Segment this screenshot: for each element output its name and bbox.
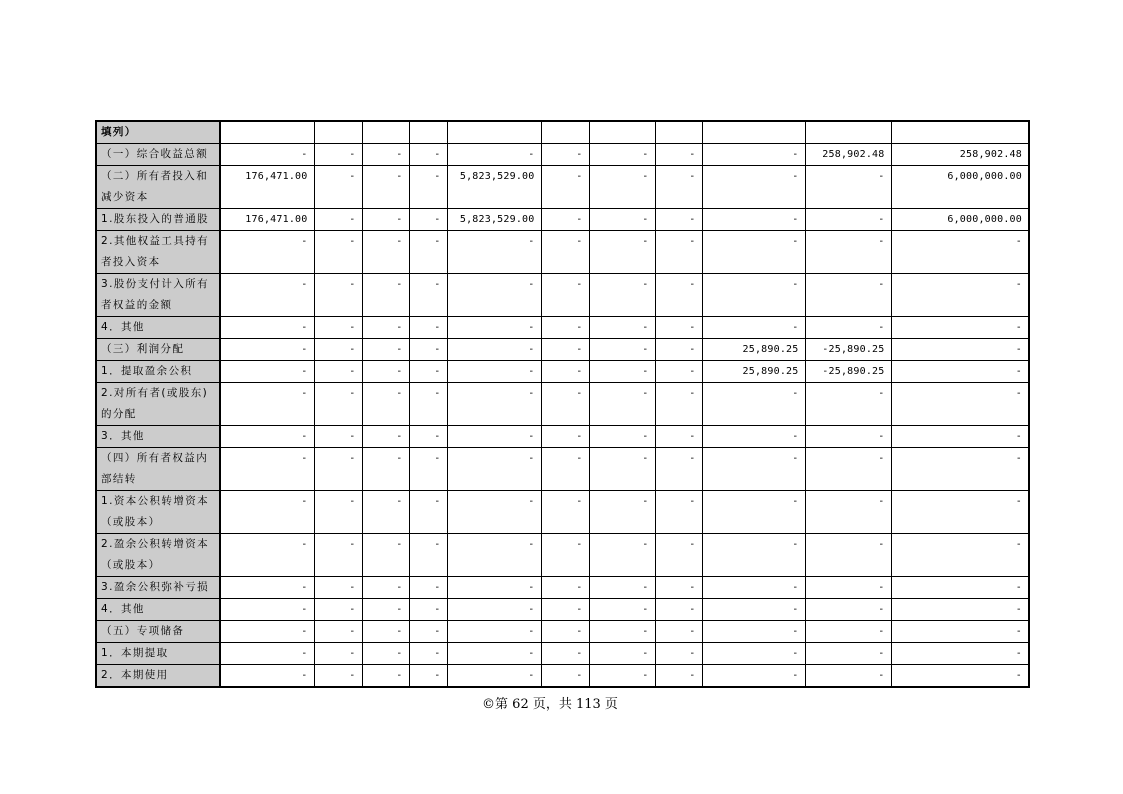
table-cell: - bbox=[220, 643, 314, 665]
table-cell: - bbox=[447, 383, 541, 426]
table-cell: - bbox=[655, 339, 702, 361]
row-label: 1．本期提取 bbox=[96, 643, 220, 665]
row-label: 1.股东投入的普通股 bbox=[96, 209, 220, 231]
row-label: 3．其他 bbox=[96, 426, 220, 448]
table-cell: - bbox=[655, 665, 702, 688]
table-body bbox=[96, 121, 1029, 687]
table-cell: - bbox=[805, 577, 891, 599]
table-cell: - bbox=[314, 426, 362, 448]
table-cell: - bbox=[314, 361, 362, 383]
table-row bbox=[96, 209, 1029, 231]
table-row bbox=[96, 231, 1029, 274]
row-label: （三）利润分配 bbox=[96, 339, 220, 361]
table-cell: - bbox=[447, 448, 541, 491]
table-cell: - bbox=[362, 448, 409, 491]
table-cell: - bbox=[891, 534, 1029, 577]
table-cell: - bbox=[541, 534, 589, 577]
table-cell: - bbox=[314, 491, 362, 534]
table-cell bbox=[805, 121, 891, 144]
table-cell: - bbox=[655, 317, 702, 339]
table-cell: 25,890.25 bbox=[702, 361, 805, 383]
table-cell: - bbox=[805, 383, 891, 426]
table-cell: - bbox=[589, 534, 655, 577]
row-label: 3.盈余公积弥补亏损 bbox=[96, 577, 220, 599]
table-cell: - bbox=[447, 274, 541, 317]
table-cell: - bbox=[891, 577, 1029, 599]
table-row bbox=[96, 317, 1029, 339]
table-cell: - bbox=[409, 144, 447, 166]
table-cell: - bbox=[541, 361, 589, 383]
table-cell: - bbox=[362, 361, 409, 383]
table-cell: - bbox=[409, 166, 447, 209]
table-cell: - bbox=[220, 426, 314, 448]
table-cell: - bbox=[314, 166, 362, 209]
table-cell: - bbox=[655, 361, 702, 383]
table-cell: - bbox=[655, 448, 702, 491]
table-cell: - bbox=[805, 643, 891, 665]
row-label: 4．其他 bbox=[96, 599, 220, 621]
table-cell: - bbox=[655, 383, 702, 426]
table-cell: - bbox=[541, 448, 589, 491]
table-row bbox=[96, 534, 1029, 577]
table-cell: - bbox=[541, 643, 589, 665]
table-cell: - bbox=[891, 361, 1029, 383]
table-cell: - bbox=[409, 317, 447, 339]
table-cell: - bbox=[447, 361, 541, 383]
table-cell: - bbox=[220, 274, 314, 317]
table-cell: - bbox=[541, 577, 589, 599]
table-cell: - bbox=[541, 209, 589, 231]
table-cell: - bbox=[409, 231, 447, 274]
table-cell: - bbox=[702, 491, 805, 534]
table-cell: - bbox=[655, 534, 702, 577]
table-cell: - bbox=[655, 144, 702, 166]
table-cell: - bbox=[891, 491, 1029, 534]
table-cell: - bbox=[589, 339, 655, 361]
table-cell: - bbox=[541, 166, 589, 209]
table-cell: - bbox=[409, 339, 447, 361]
table-cell: 25,890.25 bbox=[702, 339, 805, 361]
row-label: 1.资本公积转增资本（或股本） bbox=[96, 491, 220, 534]
table-cell: - bbox=[589, 231, 655, 274]
row-label: 3.股份支付计入所有者权益的金额 bbox=[96, 274, 220, 317]
table-cell: - bbox=[891, 426, 1029, 448]
table-cell: - bbox=[891, 317, 1029, 339]
table-cell: 6,000,000.00 bbox=[891, 209, 1029, 231]
row-label: 1．提取盈余公积 bbox=[96, 361, 220, 383]
table-cell: - bbox=[805, 534, 891, 577]
table-cell: - bbox=[891, 665, 1029, 688]
table-cell: - bbox=[220, 621, 314, 643]
table-cell: - bbox=[891, 643, 1029, 665]
table-cell: - bbox=[362, 599, 409, 621]
table-cell: - bbox=[589, 599, 655, 621]
table-cell: - bbox=[362, 491, 409, 534]
table-cell: - bbox=[891, 274, 1029, 317]
table-cell bbox=[702, 121, 805, 144]
table-cell: - bbox=[409, 209, 447, 231]
table-cell: - bbox=[314, 274, 362, 317]
table-cell: - bbox=[447, 317, 541, 339]
table-cell: - bbox=[655, 231, 702, 274]
table-cell: - bbox=[589, 166, 655, 209]
table-cell: - bbox=[409, 361, 447, 383]
table-cell: - bbox=[447, 491, 541, 534]
table-row bbox=[96, 643, 1029, 665]
table-cell: - bbox=[314, 534, 362, 577]
table-cell: - bbox=[702, 534, 805, 577]
table-cell: - bbox=[362, 426, 409, 448]
table-cell: - bbox=[589, 383, 655, 426]
table-cell: - bbox=[447, 426, 541, 448]
table-cell: - bbox=[447, 621, 541, 643]
table-row bbox=[96, 166, 1029, 209]
row-label: 2.盈余公积转增资本（或股本） bbox=[96, 534, 220, 577]
table-cell: - bbox=[589, 144, 655, 166]
table-cell: - bbox=[447, 665, 541, 688]
row-label: 2.对所有者(或股东)的分配 bbox=[96, 383, 220, 426]
table-cell: - bbox=[589, 361, 655, 383]
table-cell: - bbox=[805, 448, 891, 491]
table-cell: - bbox=[589, 426, 655, 448]
row-label: 2.其他权益工具持有者投入资本 bbox=[96, 231, 220, 274]
table-cell: - bbox=[447, 339, 541, 361]
table-cell: - bbox=[805, 166, 891, 209]
table-cell: - bbox=[362, 209, 409, 231]
table-cell: - bbox=[541, 339, 589, 361]
table-cell: 258,902.48 bbox=[891, 144, 1029, 166]
table-cell: - bbox=[314, 317, 362, 339]
table-row bbox=[96, 361, 1029, 383]
table-cell: - bbox=[702, 166, 805, 209]
table-cell: - bbox=[314, 665, 362, 688]
table-cell: - bbox=[362, 339, 409, 361]
row-label: （二）所有者投入和减少资本 bbox=[96, 166, 220, 209]
table-cell: - bbox=[805, 665, 891, 688]
table-cell: - bbox=[314, 643, 362, 665]
table-cell: - bbox=[409, 274, 447, 317]
table-cell: - bbox=[314, 577, 362, 599]
page-footer: ©第 62 页，共 113 页 bbox=[482, 697, 618, 712]
table-cell: - bbox=[589, 448, 655, 491]
table-row bbox=[96, 383, 1029, 426]
table-cell: - bbox=[891, 383, 1029, 426]
table-cell: - bbox=[702, 621, 805, 643]
table-cell: 176,471.00 bbox=[220, 209, 314, 231]
table-cell: - bbox=[220, 339, 314, 361]
table-cell bbox=[589, 121, 655, 144]
table-cell: - bbox=[447, 599, 541, 621]
table-cell: - bbox=[541, 274, 589, 317]
table-cell: - bbox=[541, 491, 589, 534]
row-label: 2．本期使用 bbox=[96, 665, 220, 688]
table-cell: - bbox=[589, 665, 655, 688]
table-cell: - bbox=[589, 274, 655, 317]
table-cell: - bbox=[702, 426, 805, 448]
table-cell bbox=[447, 121, 541, 144]
table-row bbox=[96, 426, 1029, 448]
row-label: 4．其他 bbox=[96, 317, 220, 339]
table-cell: - bbox=[409, 665, 447, 688]
table-row bbox=[96, 274, 1029, 317]
table-cell: - bbox=[702, 317, 805, 339]
table-cell: - bbox=[655, 274, 702, 317]
table-cell: - bbox=[805, 621, 891, 643]
table-cell: - bbox=[314, 231, 362, 274]
table-cell: - bbox=[314, 144, 362, 166]
table-cell: - bbox=[447, 231, 541, 274]
table-cell: - bbox=[655, 577, 702, 599]
table-cell: - bbox=[314, 339, 362, 361]
table-cell: - bbox=[655, 599, 702, 621]
table-cell: - bbox=[891, 448, 1029, 491]
row-label: （四）所有者权益内部结转 bbox=[96, 448, 220, 491]
table-cell: - bbox=[314, 383, 362, 426]
table-cell bbox=[409, 121, 447, 144]
table-cell: - bbox=[589, 643, 655, 665]
table-cell: - bbox=[891, 599, 1029, 621]
table-cell: - bbox=[655, 426, 702, 448]
table-row bbox=[96, 144, 1029, 166]
table-cell: - bbox=[362, 317, 409, 339]
table-cell: - bbox=[447, 534, 541, 577]
table-cell: - bbox=[805, 426, 891, 448]
table-row bbox=[96, 491, 1029, 534]
table-cell: - bbox=[805, 274, 891, 317]
table-cell: - bbox=[362, 665, 409, 688]
table-cell: - bbox=[409, 448, 447, 491]
table-cell: - bbox=[220, 599, 314, 621]
table-row bbox=[96, 599, 1029, 621]
table-cell: - bbox=[362, 534, 409, 577]
table-cell: - bbox=[805, 317, 891, 339]
table-cell: - bbox=[541, 231, 589, 274]
table-cell: 6,000,000.00 bbox=[891, 166, 1029, 209]
table-cell: - bbox=[314, 209, 362, 231]
table-cell: - bbox=[409, 534, 447, 577]
table-row bbox=[96, 665, 1029, 688]
table-cell: - bbox=[541, 599, 589, 621]
table-cell: - bbox=[805, 209, 891, 231]
table-cell: - bbox=[220, 383, 314, 426]
table-cell: - bbox=[409, 643, 447, 665]
table-cell: - bbox=[805, 599, 891, 621]
table-cell: - bbox=[409, 599, 447, 621]
table-cell: - bbox=[702, 383, 805, 426]
table-cell: - bbox=[220, 534, 314, 577]
table-cell: - bbox=[220, 317, 314, 339]
table-row bbox=[96, 339, 1029, 361]
table-cell: - bbox=[409, 426, 447, 448]
table-cell: - bbox=[702, 599, 805, 621]
table-cell: -25,890.25 bbox=[805, 361, 891, 383]
table-cell: - bbox=[805, 231, 891, 274]
table-cell: - bbox=[409, 491, 447, 534]
table-cell: - bbox=[447, 577, 541, 599]
row-label: （一）综合收益总额 bbox=[96, 144, 220, 166]
table-cell: - bbox=[220, 491, 314, 534]
table-cell: - bbox=[589, 317, 655, 339]
table-cell: - bbox=[220, 231, 314, 274]
table-cell: - bbox=[220, 361, 314, 383]
table-cell: - bbox=[314, 599, 362, 621]
table-cell: - bbox=[362, 643, 409, 665]
table-cell: - bbox=[541, 665, 589, 688]
table-cell: - bbox=[447, 643, 541, 665]
table-cell: - bbox=[589, 577, 655, 599]
table-cell: - bbox=[589, 621, 655, 643]
table-cell: -25,890.25 bbox=[805, 339, 891, 361]
table-cell: 258,902.48 bbox=[805, 144, 891, 166]
table-cell: - bbox=[891, 621, 1029, 643]
table-cell: - bbox=[362, 166, 409, 209]
equity-change-table bbox=[95, 120, 1030, 688]
table-cell: - bbox=[702, 577, 805, 599]
table-cell: - bbox=[362, 274, 409, 317]
table-cell: - bbox=[220, 448, 314, 491]
table-cell: - bbox=[891, 231, 1029, 274]
table-cell bbox=[541, 121, 589, 144]
table-cell: 5,823,529.00 bbox=[447, 166, 541, 209]
table-cell: - bbox=[702, 144, 805, 166]
table-cell: - bbox=[541, 383, 589, 426]
table-cell: - bbox=[220, 577, 314, 599]
table-cell bbox=[362, 121, 409, 144]
row-label: （五）专项储备 bbox=[96, 621, 220, 643]
table-cell: - bbox=[362, 383, 409, 426]
table-cell: - bbox=[589, 491, 655, 534]
table-cell: - bbox=[314, 448, 362, 491]
table-cell bbox=[314, 121, 362, 144]
table-cell: - bbox=[655, 621, 702, 643]
table-cell: - bbox=[362, 577, 409, 599]
table-cell: - bbox=[702, 665, 805, 688]
table-cell: - bbox=[805, 491, 891, 534]
table-cell: - bbox=[589, 209, 655, 231]
table-cell: 176,471.00 bbox=[220, 166, 314, 209]
table-cell: - bbox=[362, 621, 409, 643]
table-cell: - bbox=[541, 426, 589, 448]
table-row bbox=[96, 577, 1029, 599]
table-cell: - bbox=[702, 643, 805, 665]
table-cell: - bbox=[655, 209, 702, 231]
table-cell: - bbox=[362, 144, 409, 166]
table-cell: 5,823,529.00 bbox=[447, 209, 541, 231]
table-cell: - bbox=[702, 231, 805, 274]
table-row bbox=[96, 621, 1029, 643]
table-cell: - bbox=[220, 665, 314, 688]
table-cell: - bbox=[314, 621, 362, 643]
table-cell bbox=[655, 121, 702, 144]
table-cell: - bbox=[702, 274, 805, 317]
table-row bbox=[96, 448, 1029, 491]
row-label: 填列） bbox=[96, 121, 220, 144]
table-cell: - bbox=[702, 209, 805, 231]
table-cell: - bbox=[541, 317, 589, 339]
table-cell: - bbox=[655, 643, 702, 665]
table-cell: - bbox=[541, 144, 589, 166]
table-cell: - bbox=[409, 577, 447, 599]
table-cell: - bbox=[447, 144, 541, 166]
table-cell: - bbox=[220, 144, 314, 166]
table-cell: - bbox=[655, 491, 702, 534]
table-cell: - bbox=[409, 621, 447, 643]
table-cell: - bbox=[409, 383, 447, 426]
table-cell: - bbox=[655, 166, 702, 209]
table-row bbox=[96, 121, 1029, 144]
table-cell: - bbox=[702, 448, 805, 491]
table-cell: - bbox=[891, 339, 1029, 361]
table-cell: - bbox=[541, 621, 589, 643]
table-cell bbox=[891, 121, 1029, 144]
table-cell bbox=[220, 121, 314, 144]
table-cell: - bbox=[362, 231, 409, 274]
